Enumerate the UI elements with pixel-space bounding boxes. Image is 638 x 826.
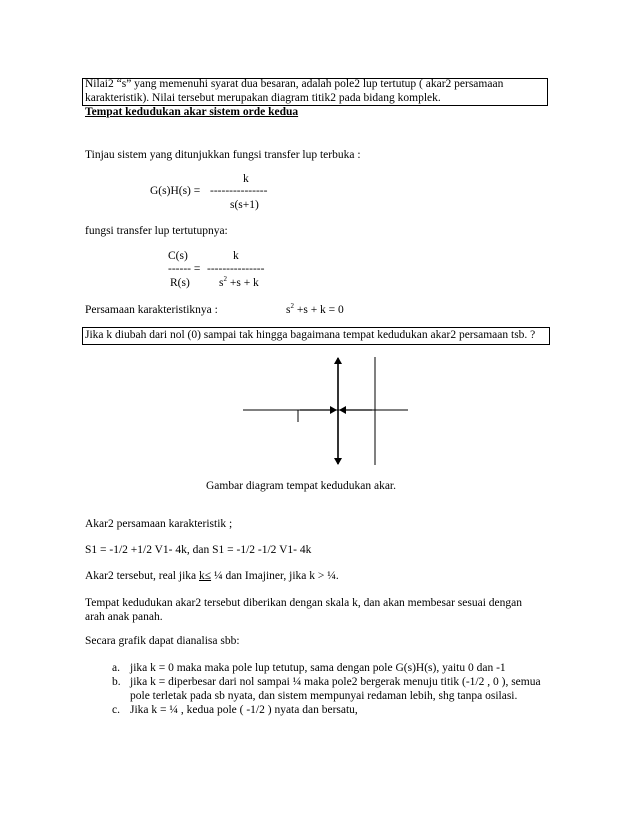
locus-desc-line-2: arah anak panah.	[85, 611, 163, 623]
question-text: Jika k diubah dari nol (0) sampai tak hingga bagaimana tempat kedudukan akar2 persamaan tsb. ?	[85, 329, 536, 341]
roots-nature-before: Akar2 tersebut, real jika	[85, 570, 199, 582]
roots-nature-after: ¼ dan Imajiner, jika k > ¼.	[211, 570, 339, 582]
list-item-c-text: Jika k = ¼ , kedua pole ( -1/2 ) nyata dan bersatu,	[130, 704, 358, 716]
closed-loop-intro: fungsi transfer lup tertutupnya:	[85, 225, 228, 237]
list-item-a-letter: a.	[112, 662, 120, 674]
locus-desc-line-1: Tempat kedudukan akar2 tersebut diberikan dengan skala k, dan akan membesar sesuai dengan	[85, 597, 522, 609]
roots-nature	[85, 569, 339, 583]
list-item-b-text-1: jika k = diperbesar dari nol sampai ¼ maka pole2 bergerak menuju titik (-1/2 , 0 ), semua	[130, 676, 541, 688]
cl-den-exp: 2	[223, 275, 227, 284]
cl-k: k	[233, 250, 239, 262]
cl-cs: C(s)	[168, 250, 188, 262]
roots-formula: S1 = -1/2 +1/2 V1- 4k, dan S1 = -1/2 -1/2 V1- 4k	[85, 544, 312, 556]
char-eq-label: Persamaan karakteristiknya :	[85, 304, 218, 316]
list-item-b-letter: b.	[112, 676, 121, 688]
cl-den-s: s	[219, 277, 224, 289]
list-item-b-text-2: pole terletak pada sb nyata, dan sistem mempunyai redaman lebih, shg tanpa osilasi.	[130, 690, 518, 702]
cl-right-dashes: ---------------	[207, 263, 265, 275]
roots-nature-kle: k≤	[199, 570, 212, 582]
analysis-intro: Secara grafik dapat dianalisa sbb:	[85, 635, 240, 647]
ol-dashes: ---------------	[210, 185, 268, 197]
header-line-1: Nilai2 “s” yang memenuhi syarat dua besaran, adalah pole2 lup tertutup ( akar2 persamaan	[85, 78, 504, 90]
cl-left-dashes: ------ =	[168, 263, 201, 275]
cl-den-rest: +s + k	[229, 277, 259, 289]
diagram-caption: Gambar diagram tempat kedudukan akar.	[206, 480, 396, 492]
roots-heading: Akar2 persamaan karakteristik ;	[85, 518, 233, 530]
ol-denominator: s(s+1)	[230, 199, 259, 211]
char-eq-s: s	[286, 304, 291, 316]
cl-rs: R(s)	[170, 277, 190, 289]
char-eq-exp: 2	[290, 302, 294, 311]
header-line-2: karakteristik). Nilai tersebut merupakan diagram titik2 pada bidang komplek.	[85, 92, 441, 104]
ol-lhs: G(s)H(s) =	[150, 185, 201, 197]
section-title: Tempat kedudukan akar sistem orde kedua	[85, 106, 299, 118]
intro-text: Tinjau sistem yang ditunjukkan fungsi transfer lup terbuka :	[85, 149, 361, 161]
ol-numerator: k	[243, 173, 249, 185]
list-item-c-letter: c.	[112, 704, 120, 716]
list-item-a-text: jika k = 0 maka maka pole lup tetutup, sama dengan pole G(s)H(s), yaitu 0 dan -1	[130, 662, 506, 674]
char-eq-rest: +s + k = 0	[296, 304, 344, 316]
